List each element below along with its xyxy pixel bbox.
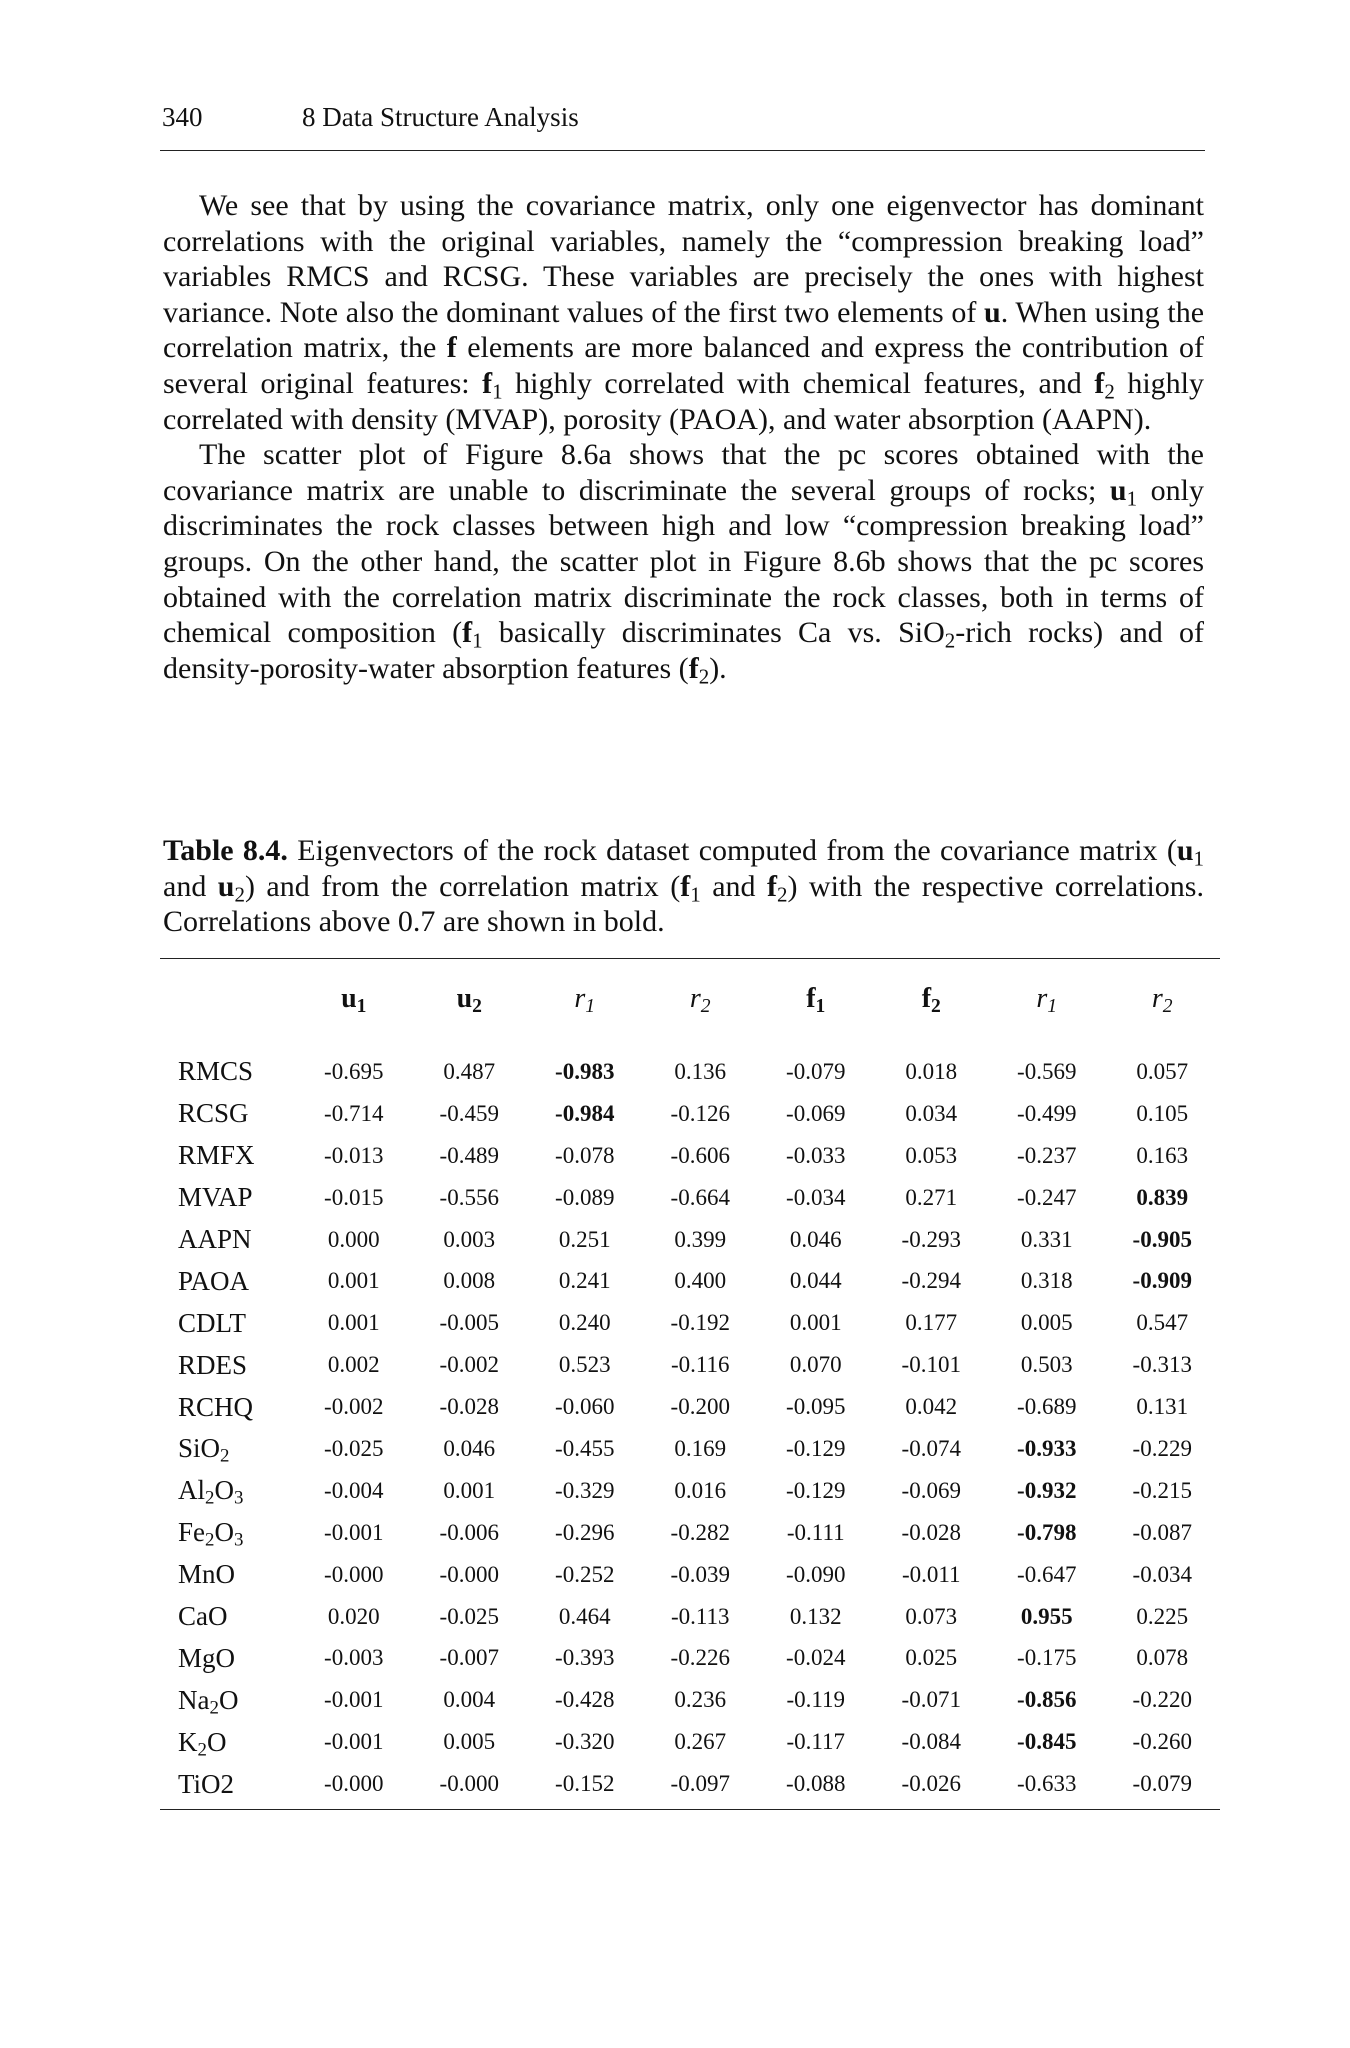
table-cell: -0.095 [786,1394,846,1420]
column-header: $r_1$ [1036,983,1058,1017]
table-cell: -0.714 [324,1100,384,1126]
corner-cell [160,959,296,1040]
table-cell: -0.296 [555,1519,615,1545]
table-cell: 0.523 [558,1352,611,1378]
table-cell: -0.087 [1132,1519,1192,1545]
table-cell: -0.329 [555,1477,615,1503]
table-cell: 0.163 [1136,1142,1189,1168]
table-cell: -0.079 [1132,1771,1192,1797]
table-row [160,1219,1220,1261]
table-cell: -0.006 [439,1519,499,1545]
table-cell: 0.073 [905,1603,958,1629]
table-row [160,1135,1220,1177]
row-label: RMFX [178,1140,255,1171]
row-label: MgO [178,1642,236,1673]
chapter-title: 8 Data Structure Analysis [302,102,579,132]
table-cell: -0.084 [901,1729,961,1755]
table-cell: 0.399 [674,1226,727,1252]
table-cell: -0.126 [670,1100,730,1126]
table-cell: -0.428 [555,1687,615,1713]
table-cell: 0.547 [1136,1310,1189,1336]
table-cell: -0.215 [1132,1477,1192,1503]
row-label: $Al_2O_3$ [178,1475,244,1510]
table-cell: -0.004 [324,1477,384,1503]
table-cell: 0.046 [789,1226,842,1252]
row-label: AAPN [178,1224,252,1254]
table-cell: 0.136 [674,1058,727,1084]
table-row [160,1386,1220,1428]
table-cell: 0.020 [327,1603,380,1629]
table-cell: -0.689 [1017,1394,1077,1420]
table-cell: -0.071 [901,1687,961,1713]
table-cell: -0.909 [1132,1268,1192,1294]
row-label: $Fe_2O_3$ [178,1517,244,1551]
column-header: $r_2$ [1151,983,1173,1017]
table-cell: 0.464 [558,1603,611,1629]
table-label: Table 8.4. [163,834,288,867]
table-cell: 0.018 [905,1058,958,1084]
table-cell: -0.034 [1132,1561,1192,1587]
running-header [160,98,1205,151]
table-row [160,1039,1220,1093]
row-label: RMCS [178,1056,254,1087]
table-cell: 0.042 [905,1394,958,1420]
column-header: $r_2$ [689,983,711,1017]
table-cell: 0.105 [1136,1100,1189,1126]
row-label: RCHQ [178,1391,254,1422]
table-cell: 0.131 [1136,1394,1189,1420]
table-cell: 0.053 [905,1142,958,1168]
table-cell: -0.069 [786,1100,846,1126]
table-cell: -0.005 [439,1310,499,1336]
table-cell: -0.002 [439,1352,499,1378]
row-label: $Na_2O$ [178,1684,239,1719]
column-header: $r_1$ [574,983,596,1017]
table-cell: -0.664 [670,1184,730,1210]
table-cell: 0.001 [443,1477,496,1503]
table-cell: 0.225 [1136,1603,1189,1629]
table-cell: -0.313 [1132,1352,1192,1378]
table-cell: -0.015 [324,1184,384,1210]
table-cell: 0.057 [1136,1058,1189,1084]
table-row [160,1596,1220,1638]
table-cell: -0.229 [1132,1435,1192,1461]
table-caption [163,833,1204,940]
table-cell: 0.267 [674,1729,727,1755]
table-cell: -0.002 [324,1394,384,1420]
table-row [160,1554,1220,1596]
row-label: MnO [178,1559,236,1590]
paragraph: The scatter plot of Figure 8.6a shows that the pc scores obtained with the covariance matrix are unable to discriminate the several groups of rocks; $u_1$ only discriminates the rock classes between high and low “compression breaking load” groups. On the other hand, the scatter plot in Figure 8.6b shows that the pc scores obtained with the correlation matrix discriminate the rock classes, both in terms of chemical composition ($f_1$ basically discriminates Ca vs. SiO$_2$-rich rocks) and of density-porosity-water absorption features $(f_2)$. [163,438,1204,688]
table-cell: -0.034 [786,1184,846,1210]
row-label: $K_2O$ [178,1726,227,1761]
table-cell: -0.025 [324,1435,384,1461]
table-cell: -0.000 [324,1561,384,1587]
table-cell: -0.237 [1017,1142,1077,1168]
table-body [160,1039,1220,1810]
paragraph: We see that by using the covariance matrix, only one eigenvector has dominant correlations with the original variables, namely the “compression breaking load” variables RMCS and RCSG. These variables are precisely the ones with highest variance. Note also the dominant values of the first two elements of u. When using the correlation matrix, the f elements are more balanced and express the contribution of several original features: $f_1$ highly correlated with chemical features, and $f_2$ highly correlated with density (MVAP), porosity (PAOA), and water absorption (AAPN). [163,189,1205,436]
table-row [160,1637,1220,1679]
table-cell: -0.247 [1017,1184,1077,1210]
table-cell: -0.001 [324,1729,384,1755]
table-cell: -0.000 [439,1561,499,1587]
row-label: RDES [178,1349,248,1380]
row-label: PAOA [178,1265,250,1296]
table-cell: -0.000 [324,1771,384,1797]
table-cell: 0.251 [558,1226,611,1252]
table-cell: 0.955 [1020,1603,1073,1629]
table-cell: -0.116 [670,1352,730,1378]
table-cell: -0.856 [1017,1687,1077,1713]
table-cell: -0.001 [324,1687,384,1713]
table-cell: 0.034 [905,1100,958,1126]
table-cell: -0.606 [670,1142,730,1168]
table-cell: 0.241 [558,1268,611,1294]
table-cell: -0.074 [901,1435,961,1461]
column-header: $f_2$ [921,983,941,1017]
table-cell: -0.028 [439,1394,499,1420]
table-cell: -0.695 [324,1058,384,1084]
table-cell: -0.078 [555,1142,615,1168]
table-cell: -0.647 [1017,1561,1077,1587]
table-cell: 0.000 [327,1226,380,1252]
row-label: CDLT [178,1307,247,1338]
table-cell: 0.318 [1020,1268,1073,1294]
table-cell: -0.932 [1017,1477,1077,1503]
table-cell: -0.003 [324,1645,384,1671]
table-row [160,1177,1220,1219]
table-cell: -0.069 [901,1477,961,1503]
table-cell: -0.226 [670,1645,730,1671]
table-cell: 0.070 [789,1352,842,1378]
column-header: $u_2$ [456,983,482,1017]
table-cell: 0.001 [327,1268,380,1294]
table-cell: -0.039 [670,1561,730,1587]
table-row [160,1428,1220,1470]
table-cell: 0.005 [443,1729,496,1755]
table-cell: -0.282 [670,1519,730,1545]
table-cell: -0.152 [555,1771,615,1797]
table-cell: -0.011 [901,1561,961,1587]
table-cell: -0.320 [555,1729,615,1755]
table-cell: 0.331 [1020,1226,1073,1252]
table-cell: 0.025 [905,1645,958,1671]
table-cell: 0.236 [674,1687,727,1713]
table-row [160,1302,1220,1344]
table-cell: -0.252 [555,1561,615,1587]
table-cell: -0.455 [555,1435,615,1461]
table-cell: 0.487 [443,1058,496,1084]
table-cell: -0.192 [670,1310,730,1336]
row-label: SiO$_2$ [178,1433,230,1468]
table-cell: -0.089 [555,1184,615,1210]
table-cell: -0.393 [555,1645,615,1671]
table-cell: -0.489 [439,1142,499,1168]
table-row [160,1344,1220,1386]
table-cell: -0.101 [901,1352,961,1378]
row-label: CaO [178,1601,228,1632]
table-cell: -0.556 [439,1184,499,1210]
column-header: $u_1$ [341,983,367,1017]
table-cell: -0.129 [786,1477,846,1503]
table-cell: -0.060 [555,1394,615,1420]
table-cell: 0.078 [1136,1645,1189,1671]
column-header: $f_1$ [806,983,826,1017]
table-cell: -0.293 [901,1226,961,1252]
table-cell: 0.503 [1020,1352,1073,1378]
eigenvector-table [160,958,1220,1810]
table-cell: -0.026 [901,1771,961,1797]
table-cell: -0.033 [786,1142,846,1168]
table-cell: 0.240 [558,1310,611,1336]
table-cell: 0.003 [443,1226,496,1252]
table-cell: -0.088 [786,1771,846,1797]
table-cell: -0.111 [786,1519,845,1545]
table-cell: -0.200 [670,1394,730,1420]
table-cell: -0.633 [1017,1771,1077,1797]
table-cell: 0.839 [1136,1184,1189,1210]
table-cell: -0.175 [1017,1645,1077,1671]
body-text [163,188,1204,686]
table-cell: -0.459 [439,1100,499,1126]
table-row [160,1093,1220,1135]
table-cell: -0.000 [439,1771,499,1797]
table-cell: -0.499 [1017,1100,1077,1126]
table-row [160,1763,1220,1809]
table-cell: -0.260 [1132,1729,1192,1755]
table-cell: 0.002 [327,1352,380,1378]
table-cell: -0.983 [555,1058,615,1084]
table-cell: -0.117 [786,1729,846,1755]
row-label: RCSG [178,1098,249,1129]
table-cell: -0.007 [439,1645,499,1671]
table-cell: 0.400 [674,1268,727,1294]
table-cell: 0.004 [443,1687,496,1713]
table-cell: -0.905 [1132,1226,1192,1252]
table-header-row [160,959,1220,1040]
table-row [160,1679,1220,1721]
table-cell: -0.119 [786,1687,846,1713]
table-cell: -0.025 [439,1603,499,1629]
table-cell: -0.013 [324,1142,384,1168]
table-row [160,1512,1220,1554]
table-cell: -0.798 [1017,1519,1077,1545]
caption-text: Eigenvectors of the rock dataset computed from the covariance matrix ($u_1$ and $u_2$) and from the correlation matrix ($f_1$ and $f_2$) with the respective correlations. Correlations above 0.7 are shown in bold. [163,834,1204,939]
table-cell: 0.132 [789,1603,842,1629]
table-cell: 0.169 [674,1435,727,1461]
table-cell: -0.220 [1132,1687,1192,1713]
table-cell: 0.046 [443,1435,496,1461]
table-cell: 0.016 [674,1477,727,1503]
table-cell: -0.028 [901,1519,961,1545]
table-cell: -0.097 [670,1771,730,1797]
table-row [160,1260,1220,1302]
table-cell: -0.113 [670,1603,730,1629]
table-cell: -0.001 [324,1519,384,1545]
table-cell: 0.044 [789,1268,842,1294]
table-row [160,1470,1220,1512]
table-cell: -0.129 [786,1435,846,1461]
table-row [160,1721,1220,1763]
table-cell: -0.079 [786,1058,846,1084]
table-cell: 0.177 [905,1310,958,1336]
row-label: TiO2 [178,1768,235,1799]
table-cell: -0.090 [786,1561,846,1587]
page-number: 340 [162,102,203,132]
table-cell: -0.024 [786,1645,846,1671]
table-cell: 0.005 [1020,1310,1073,1336]
eigenvector-table-wrapper [160,958,1220,1810]
table-cell: 0.001 [789,1310,842,1336]
row-label: MVAP [178,1182,253,1213]
table-cell: -0.845 [1017,1729,1077,1755]
table-cell: -0.984 [555,1100,615,1126]
table-cell: -0.933 [1017,1435,1077,1461]
table-cell: -0.569 [1017,1058,1077,1084]
table-cell: 0.008 [443,1268,496,1294]
table-cell: 0.271 [905,1184,958,1210]
table-cell: -0.294 [901,1268,961,1294]
table-cell: 0.001 [327,1310,380,1336]
